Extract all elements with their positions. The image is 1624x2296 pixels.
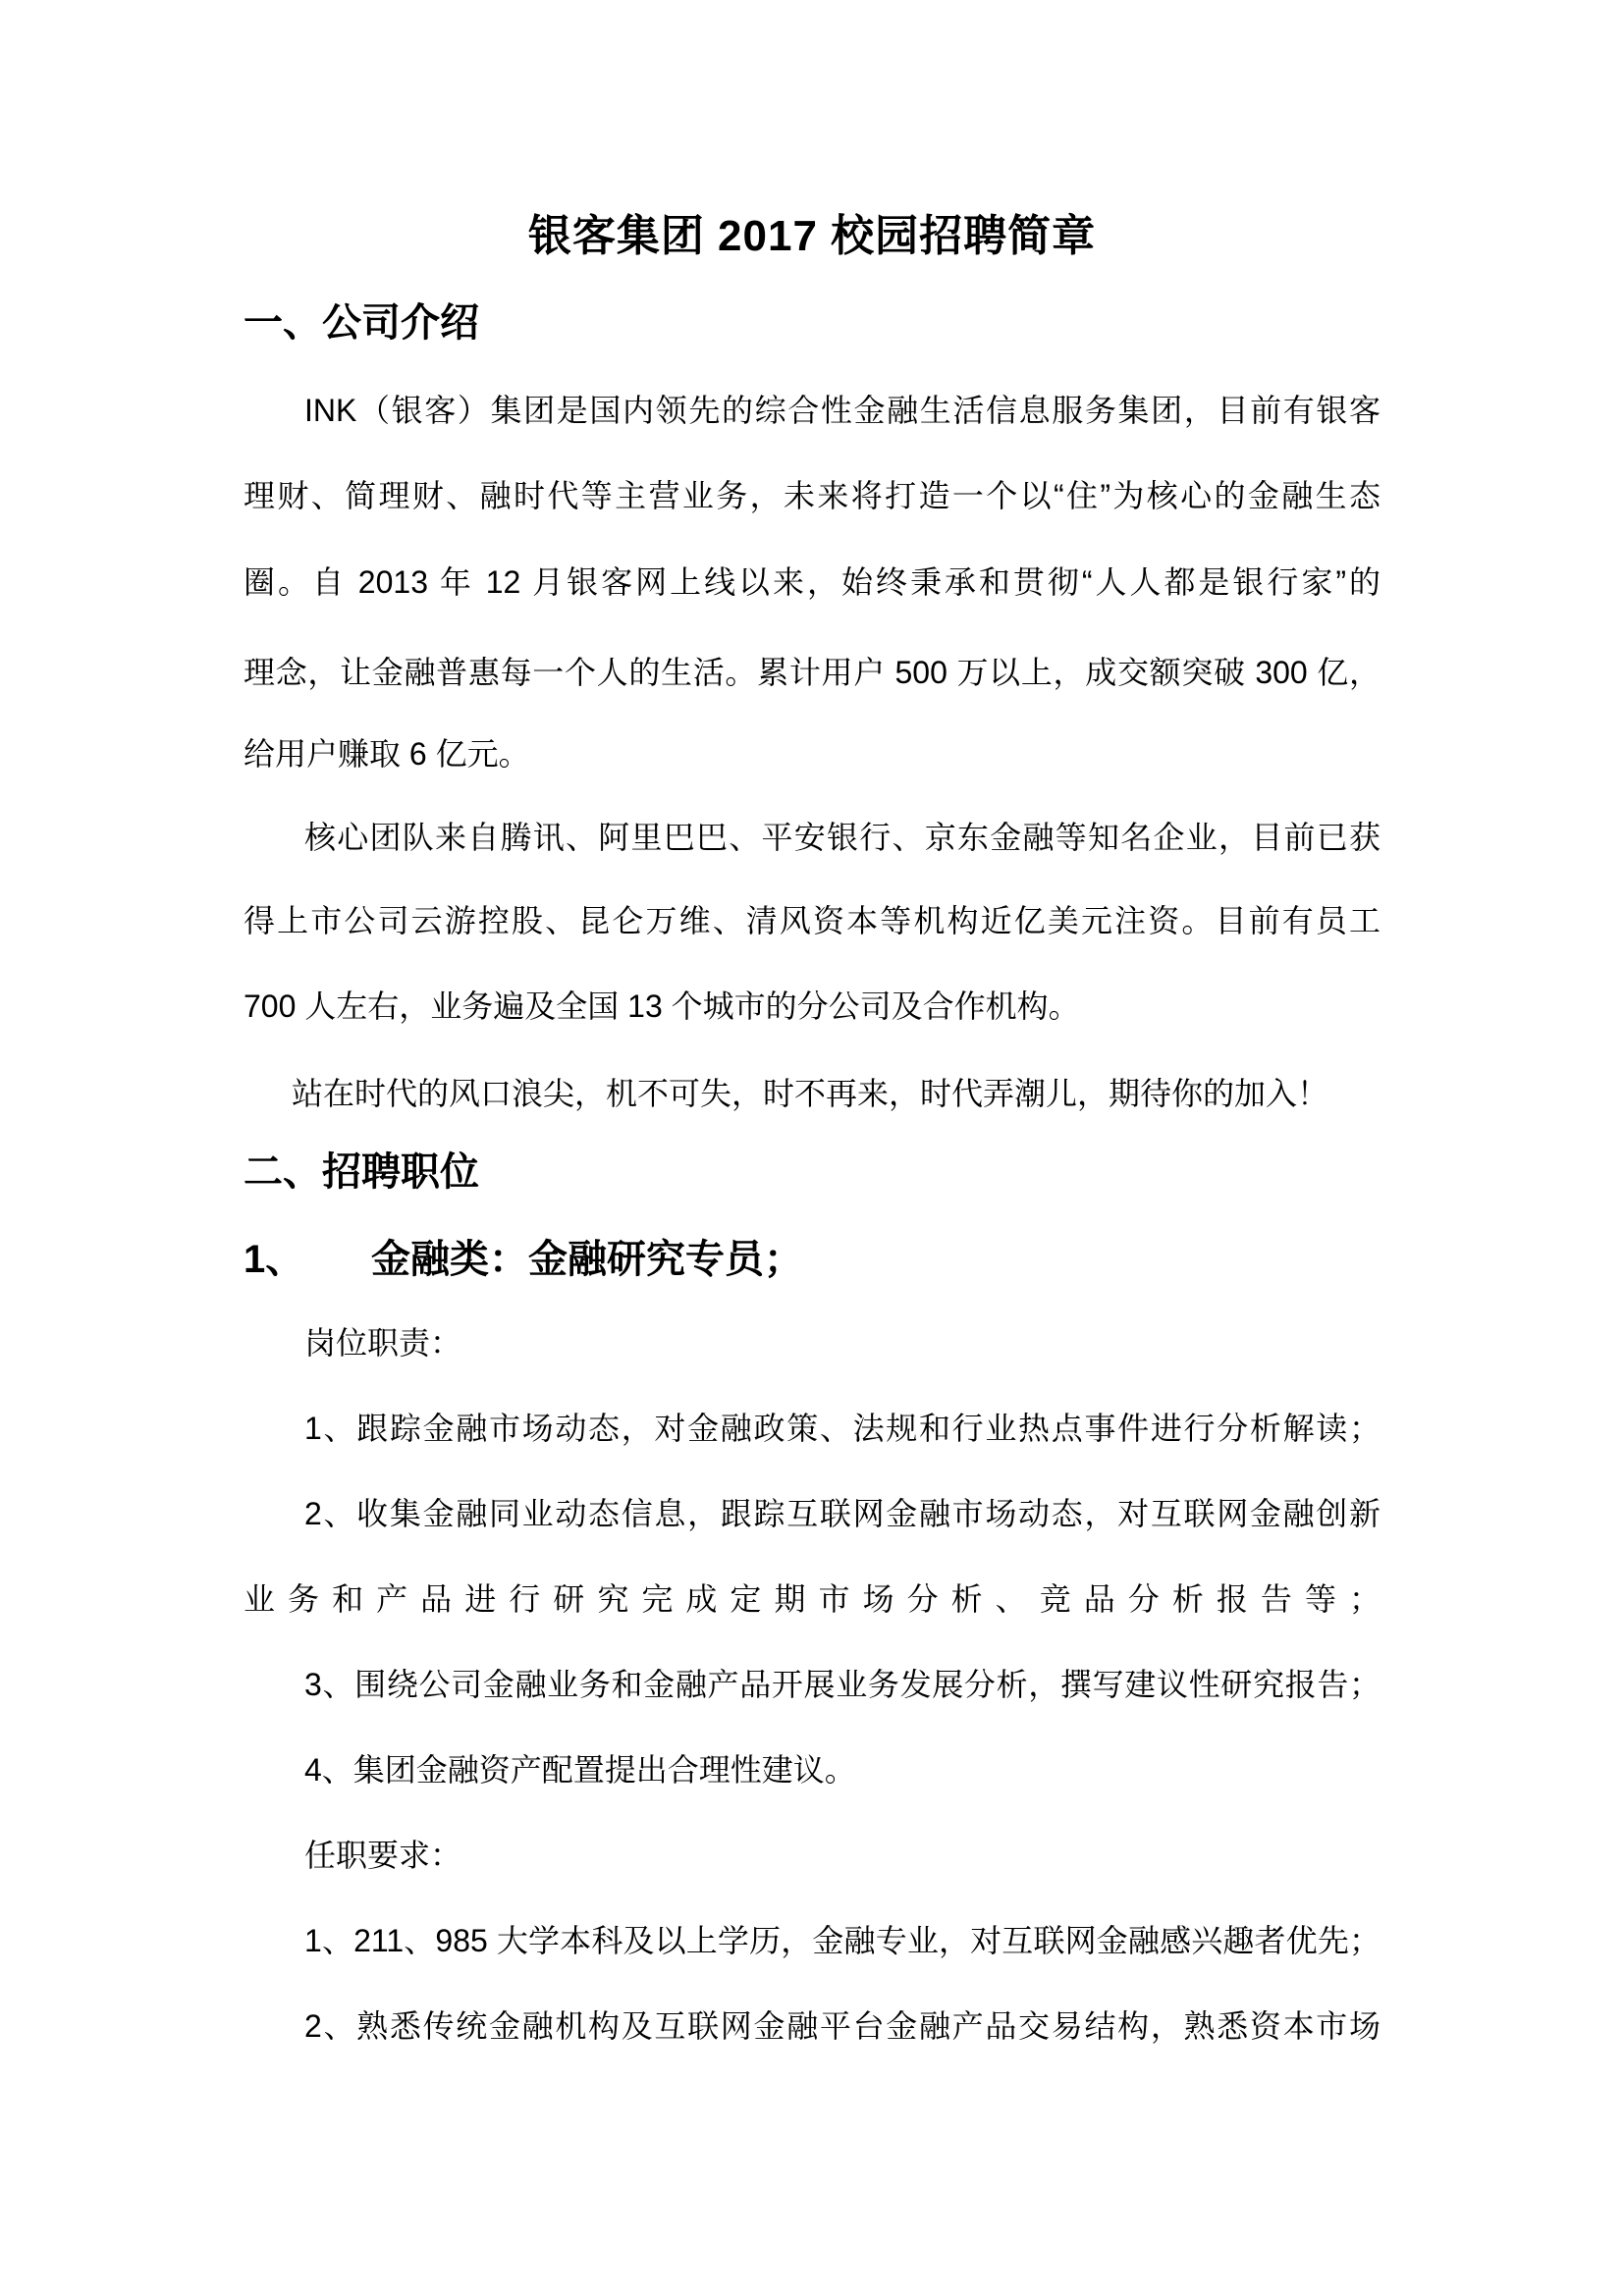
requirement-item: 2、熟悉传统金融机构及互联网金融平台金融产品交易结构，熟悉资本市场 [304, 2008, 1380, 2044]
intro-paragraph-line: 理念，让金融普惠每一个人的生活。累计用户 500 万以上，成交额突破 300 亿， [244, 655, 1380, 690]
duty-item: 2、收集金融同业动态信息，跟踪互联网金融市场动态，对互联网金融创新 [304, 1496, 1380, 1531]
team-paragraph-line: 得上市公司云游控股、昆仑万维、清风资本等机构近亿美元注资。目前有员工 [244, 903, 1380, 938]
requirement-item: 1、211、985 大学本科及以上学历，金融专业，对互联网金融感兴趣者优先； [304, 1923, 1380, 1958]
position-number: 1、 [244, 1238, 305, 1281]
duty-item: 3、围绕公司金融业务和金融产品开展业务发展分析，撰写建议性研究报告； [304, 1667, 1380, 1702]
document-title: 银客集团 2017 校园招聘简章 [527, 212, 1097, 260]
team-paragraph-line: 核心团队来自腾讯、阿里巴巴、平安银行、京东金融等知名企业，目前已获 [304, 820, 1380, 855]
duty-item: 4、集团金融资产配置提出合理性建议。 [304, 1752, 856, 1788]
duties-label: 岗位职责： [304, 1325, 462, 1361]
duty-item-continuation: 业务和产品进行研究完成定期市场分析、竞品分析报告等； [244, 1581, 1380, 1617]
team-paragraph-line: 700 人左右，业务遍及全国 13 个城市的分公司及合作机构。 [244, 988, 1080, 1024]
position-subheading [244, 1236, 1380, 1283]
position-title: 金融类：金融研究专员； [371, 1238, 803, 1281]
duty-item: 1、跟踪金融市场动态，对金融政策、法规和行业热点事件进行分析解读； [304, 1411, 1380, 1446]
intro-paragraph-line: 圈。自 2013 年 12 月银客网上线以来，始终秉承和贯彻“人人都是银行家”的 [244, 564, 1380, 600]
intro-paragraph-line: 给用户赚取 6 亿元。 [244, 736, 530, 772]
intro-paragraph-line: 理财、简理财、融时代等主营业务，未来将打造一个以“住”为核心的金融生态 [244, 478, 1380, 513]
slogan-line: 站在时代的风口浪尖，机不可失，时不再来，时代弄潮儿，期待你的加入！ [292, 1076, 1329, 1111]
intro-paragraph-line: INK（银客）集团是国内领先的综合性金融生活信息服务集团，目前有银客 [304, 393, 1380, 428]
section-heading-company-intro: 一、公司介绍 [244, 301, 479, 345]
requirements-label: 任职要求： [304, 1838, 462, 1873]
section-heading-positions: 二、招聘职位 [244, 1150, 479, 1194]
